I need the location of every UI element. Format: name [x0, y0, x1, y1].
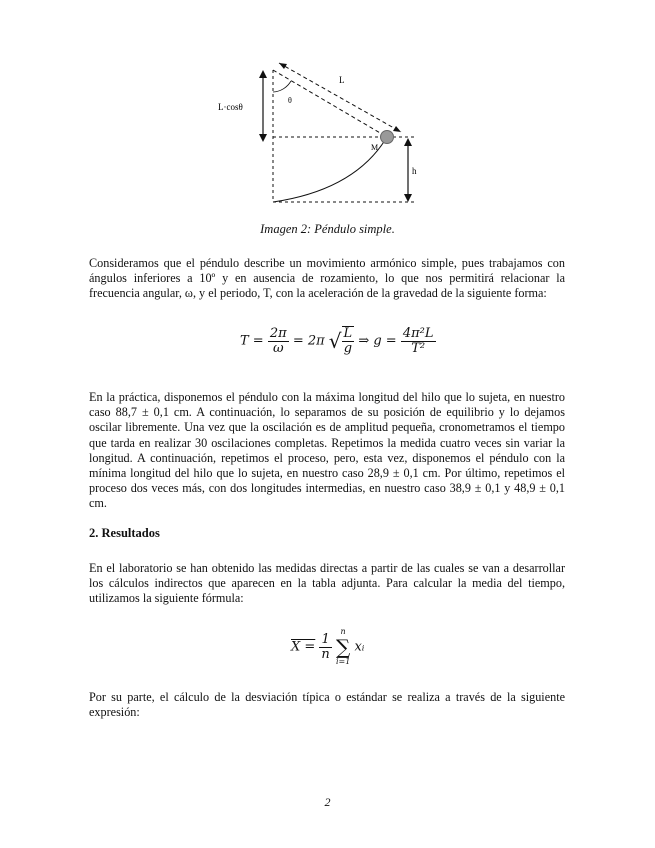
pendulum-mass [381, 131, 394, 144]
swing-arc [273, 137, 387, 202]
sqrt-sign: √ [328, 329, 342, 353]
length-arrow [279, 63, 401, 132]
label-lcos: L·cosθ [218, 102, 243, 112]
pendulum-diagram [215, 60, 425, 210]
section-heading: 2. Resultados [89, 526, 160, 540]
eq1-arrow: ⇒ g = [358, 333, 397, 349]
paragraph-3: En el laboratorio se han obtenido las medidas directas a partir de las cuales se van a desarrollar los cálculos indirectos que aparecen en la tabla adjunta. Para calcular la media del tiempo, utilizamos la siguiente fórmula: [89, 561, 565, 606]
eq2-sum: n ∑ i=1 [335, 627, 351, 666]
figure-caption: Imagen 2: Péndulo simple. [260, 222, 395, 236]
eq2-xbar: X = [291, 639, 316, 655]
eq1-frac2: $\frac{\text{4π²L}}{\text{T²}}$ [402, 325, 434, 356]
label-theta: θ [288, 96, 292, 105]
eq2-frac: $\frac{1}{n}$ [321, 631, 330, 662]
paragraph-2: En la práctica, disponemos el péndulo con la máxima longitud del hilo que lo sujeta, en nuestro caso 88,7 ± 0,1 cm. A continuación, lo separamos de su posición de equilibrio y lo dejamos oscilar libremente. Una vez que la oscilación es de amplitud pequeña, cronometramos el tiempo que tarda en realizar 30 oscilaciones completas. Repetimos la medida cuatro veces sin variar la longitud. A continuación, repetimos el proceso, pero, esta vez, disponemos el péndulo con la mínima longitud del hilo que lo sujeta, en nuestro caso 28,9 ± 0,1 cm. Por último, repetimos el proceso dos veces más, con dos longitudes intermedias, en nuestro caso 38,9 ± 0,1 y 48,9 ± 0,1 cm. [89, 390, 565, 511]
label-M: M [371, 143, 379, 152]
eq1-mid: = 2π [292, 333, 325, 349]
page-number: 2 [324, 795, 331, 809]
eq1-T: T = [240, 333, 264, 349]
equation-period [240, 326, 436, 356]
eq2-term: xᵢ [354, 639, 365, 655]
paragraph-4: Por su parte, el cálculo de la desviación típica o estándar se realiza a través de la siguiente expresión: [89, 690, 565, 720]
eq1-sqrt-frac: $\frac{L}{g}$ [343, 326, 353, 356]
label-L: L [339, 75, 345, 85]
label-h: h [412, 166, 417, 176]
eq1-frac1: $\frac{2\pi}{\omega}$ [269, 325, 287, 356]
equation-mean [291, 627, 364, 667]
paragraph-1: Consideramos que el péndulo describe un movimiento armónico simple, pues trabajamos con ángulos inferiores a 10º y en ausencia de rozamiento, lo que nos permitirá relacionar la frecuencia angular, ω, y el periodo, T, con la aceleración de la gravedad de la siguiente forma: [89, 256, 565, 301]
